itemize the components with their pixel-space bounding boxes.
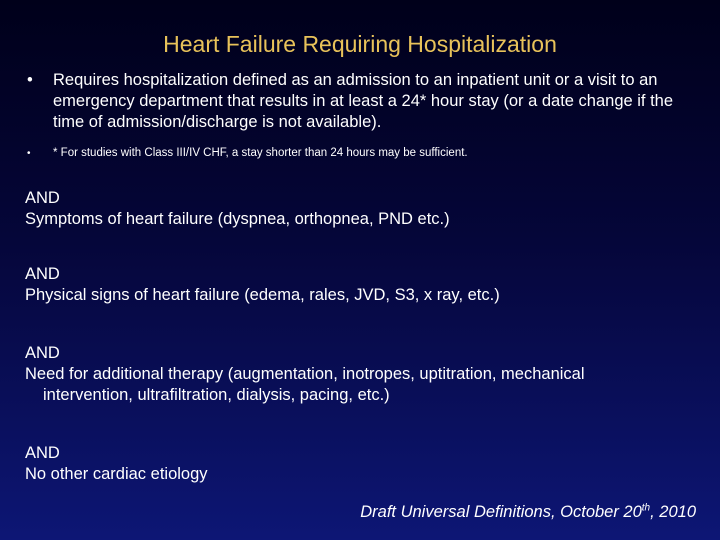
criterion-physical-signs: [25, 264, 695, 306]
criterion-no-other-etiology: [25, 443, 695, 485]
criterion-additional-therapy: [25, 343, 695, 406]
bullet-text: Requires hospitalization defined as an admission to an inpatient unit or a visit to an emergency department that results in at least a 24* hour stay (or a date change if the time of admission/discharge is not available).: [53, 71, 674, 131]
criterion-text: Physical signs of heart failure (edema, rales, JVD, S3, x ray, etc.): [25, 286, 500, 304]
bullet-icon: •: [27, 71, 33, 89]
criterion-symptoms: [25, 188, 695, 230]
bullet-list: [27, 70, 707, 160]
criterion-text: Need for additional therapy (augmentation, inotropes, uptitration, mechanical: [25, 365, 585, 383]
bullet-text: * For studies with Class III/IV CHF, a stay shorter than 24 hours may be sufficient.: [53, 147, 468, 159]
slide-title: Heart Failure Requiring Hospitalization: [163, 31, 557, 57]
bullet-icon: •: [27, 148, 31, 159]
criterion-text: No other cardiac etiology: [25, 465, 208, 483]
criterion-text: Symptoms of heart failure (dyspnea, orthopnea, PND etc.): [25, 210, 450, 228]
citation-suffix: , 2010: [650, 503, 696, 521]
connector-and: AND: [25, 444, 60, 462]
citation: [360, 503, 696, 522]
criterion-text-continuation: intervention, ultrafiltration, dialysis, pacing, etc.): [43, 386, 390, 404]
connector-and: AND: [25, 189, 60, 207]
citation-prefix: Draft Universal Definitions, October 20: [360, 503, 642, 521]
connector-and: AND: [25, 265, 60, 283]
bullet-item-hospitalization-definition: [27, 70, 707, 133]
connector-and: AND: [25, 344, 60, 362]
bullet-item-footnote: [27, 146, 707, 160]
citation-superscript: th: [641, 502, 651, 514]
